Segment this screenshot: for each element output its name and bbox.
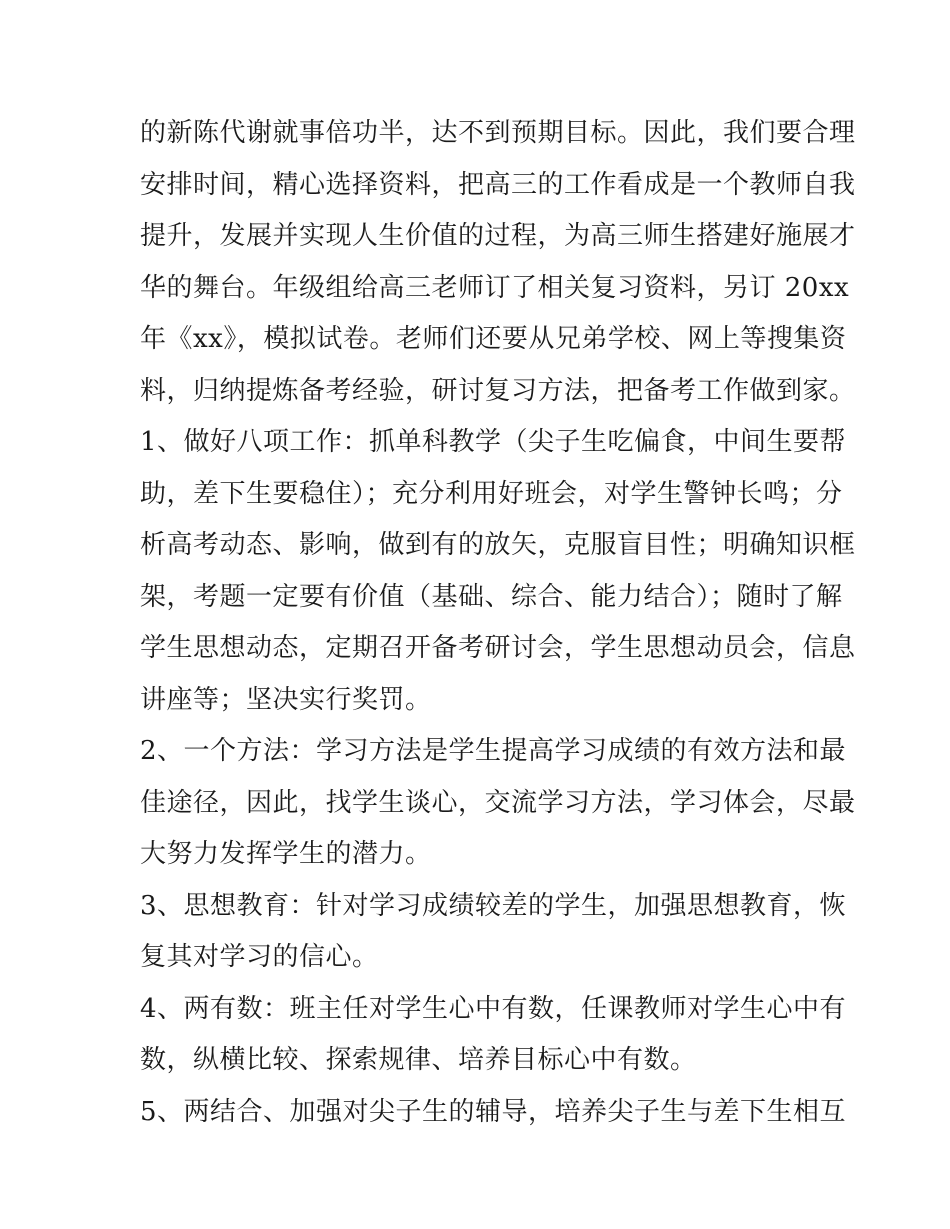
text-line: 大努力发挥学生的潜力。 xyxy=(140,839,432,869)
text-line: 讲座等；坚决实行奖罚。 xyxy=(140,684,432,715)
list-item-3-line: 3、思想教育：针对学习成绩较差的学生，加强思想教育，恢 xyxy=(140,890,847,921)
text-line: 年《xx》，模拟试卷。老师们还要从兄弟学校、网上等搜集资 xyxy=(140,324,847,354)
text-line: 复其对学习的信心。 xyxy=(140,942,379,972)
text-line: 架，考题一定要有价值（基础、综合、能力结合）；随时了解 xyxy=(140,581,843,612)
list-item-5-line: 5、两结合、加强对尖子生的辅导，培养尖子生与差下生相互 xyxy=(140,1096,847,1127)
list-item-1-line: 1、做好八项工作：抓单科教学（尖子生吃偏食，中间生要帮 xyxy=(140,427,847,457)
text-line: 学生思想动态，定期召开备考研讨会，学生思想动员会，信息 xyxy=(140,633,856,663)
text-line: 助，差下生要稳住）；充分利用好班会，对学生警钟长鸣；分 xyxy=(140,478,843,509)
text-line: 析高考动态、影响，做到有的放矢，克服盲目性；明确知识框 xyxy=(140,530,856,560)
text-line: 的新陈代谢就事倍功半，达不到预期目标。因此，我们要合理 xyxy=(140,118,856,148)
text-line: 安排时间，精心选择资料，把高三的工作看成是一个教师自我 xyxy=(140,169,856,200)
text-line: 佳途径，因此，找学生谈心，交流学习方法，学习体会，尽最 xyxy=(140,787,856,818)
list-item-4-line: 4、两有数：班主任对学生心中有数，任课教师对学生心中有 xyxy=(140,993,847,1024)
body-text xyxy=(140,108,856,1138)
text-line: 华的舞台。年级组给高三老师订了相关复习资料，另订 20xx xyxy=(140,272,850,303)
text-line: 提升，发展并实现人生价值的过程，为高三师生搭建好施展才 xyxy=(140,221,856,251)
list-item-2-line: 2、一个方法：学习方法是学生提高学习成绩的有效方法和最 xyxy=(140,736,847,766)
text-line: 数，纵横比较、探索规律、培养目标心中有数。 xyxy=(140,1045,697,1075)
text-line: 料，归纳提炼备考经验，研讨复习方法，把备考工作做到家。 xyxy=(140,375,856,406)
